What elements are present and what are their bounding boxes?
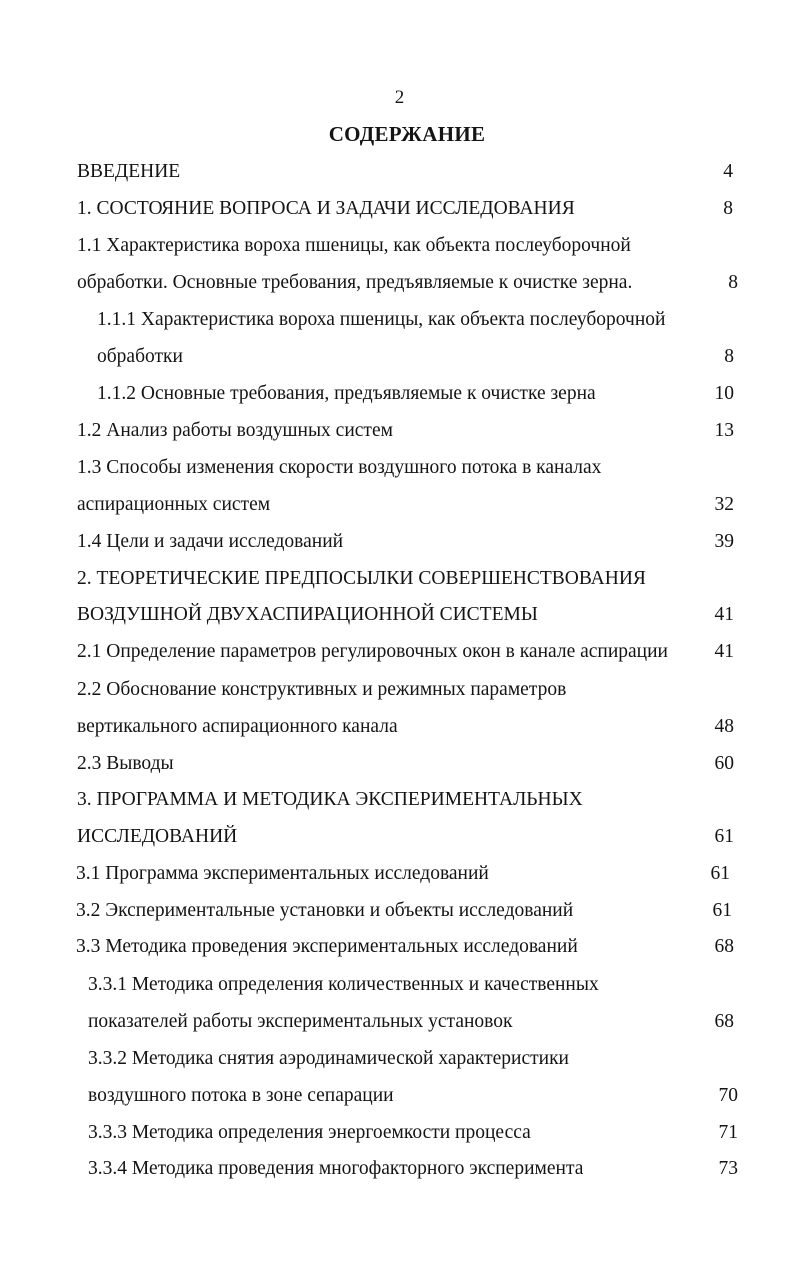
toc-entry-page: 8 <box>724 346 734 367</box>
toc-entry-line: 3.3.3 Методика определения энергоемкости процесса <box>88 1122 531 1143</box>
toc-heading: СОДЕРЖАНИЕ <box>328 122 486 146</box>
toc-entry-line: 2.2 Обоснование конструктивных и режимных параметров <box>77 679 567 700</box>
toc-entry-line: 2.1 Определение параметров регулировочных окон в канале аспирации <box>77 641 668 662</box>
toc-entry-line: 2. ТЕОРЕТИЧЕСКИЕ ПРЕДПОСЫЛКИ СОВЕРШЕНСТВОВАНИЯ <box>77 568 646 589</box>
toc-entry-line: 1.3 Способы изменения скорости воздушного потока в каналах <box>77 457 602 478</box>
toc-entry-line: 3.3.2 Методика снятия аэродинамической характеристики <box>88 1048 569 1069</box>
toc-entry-page: 13 <box>714 420 734 441</box>
toc-entry-page: 39 <box>714 531 734 552</box>
toc-entry-line: 3.3.4 Методика проведения многофакторного эксперимента <box>88 1158 584 1179</box>
toc-entry-page: 73 <box>718 1158 738 1179</box>
toc-entry-page: 61 <box>712 900 732 921</box>
toc-entry-page: 61 <box>710 863 730 884</box>
toc-entry-line: обработки <box>97 346 183 367</box>
toc-entry-page: 4 <box>723 161 733 182</box>
toc-entry-line: аспирационных систем <box>77 494 271 515</box>
toc-entry-line: ВВЕДЕНИЕ <box>77 161 181 182</box>
page-number: 2 <box>394 87 405 108</box>
toc-entry-line: 1.1.1 Характеристика вороха пшеницы, как объекта послеуборочной <box>97 309 666 330</box>
toc-entry-line: воздушного потока в зоне сепарации <box>88 1085 394 1106</box>
toc-entry-line: 1.2 Анализ работы воздушных систем <box>77 420 393 441</box>
toc-entry-line: 3. ПРОГРАММА И МЕТОДИКА ЭКСПЕРИМЕНТАЛЬНЫХ <box>77 789 583 810</box>
toc-entry-line: 3.2 Экспериментальные установки и объекты исследований <box>76 900 574 921</box>
toc-entry-line: 1. СОСТОЯНИЕ ВОПРОСА И ЗАДАЧИ ИССЛЕДОВАНИЯ <box>77 198 575 219</box>
toc-entry-page: 70 <box>718 1085 738 1106</box>
toc-entry-line: 1.1.2 Основные требования, предъявляемые к очистке зерна <box>97 383 596 404</box>
toc-entry-line: 1.4 Цели и задачи исследований <box>77 531 344 552</box>
toc-entry-line: ВОЗДУШНОЙ ДВУХАСПИРАЦИОННОЙ СИСТЕМЫ <box>77 604 538 625</box>
toc-entry-page: 8 <box>723 198 733 219</box>
toc-entry-line: 2.3 Выводы <box>77 753 174 774</box>
toc-entry-page: 60 <box>714 753 734 774</box>
toc-entry-page: 41 <box>714 604 734 625</box>
toc-entry-line: 1.1 Характеристика вороха пшеницы, как объекта послеуборочной <box>77 235 631 256</box>
toc-entry-line: обработки. Основные требования, предъявляемые к очистке зерна. <box>77 272 633 293</box>
toc-entry-line: ИССЛЕДОВАНИЙ <box>77 826 238 847</box>
toc-entry-line: 3.3.1 Методика определения количественных и качественных <box>88 974 599 995</box>
toc-entry-page: 10 <box>714 383 734 404</box>
toc-entry-line: вертикального аспирационного канала <box>77 716 398 737</box>
toc-entry-line: 3.1 Программа экспериментальных исследований <box>76 863 489 884</box>
toc-entry-page: 61 <box>714 826 734 847</box>
toc-entry-page: 8 <box>728 272 738 293</box>
toc-entry-page: 68 <box>714 936 734 957</box>
toc-entry-page: 48 <box>714 716 734 737</box>
toc-entry-page: 68 <box>714 1011 734 1032</box>
toc-entry-page: 32 <box>714 494 734 515</box>
toc-entry-page: 41 <box>714 641 734 662</box>
toc-entry-page: 71 <box>718 1122 738 1143</box>
toc-entry-line: 3.3 Методика проведения экспериментальных исследований <box>76 936 578 957</box>
toc-entry-line: показателей работы экспериментальных установок <box>88 1011 513 1032</box>
